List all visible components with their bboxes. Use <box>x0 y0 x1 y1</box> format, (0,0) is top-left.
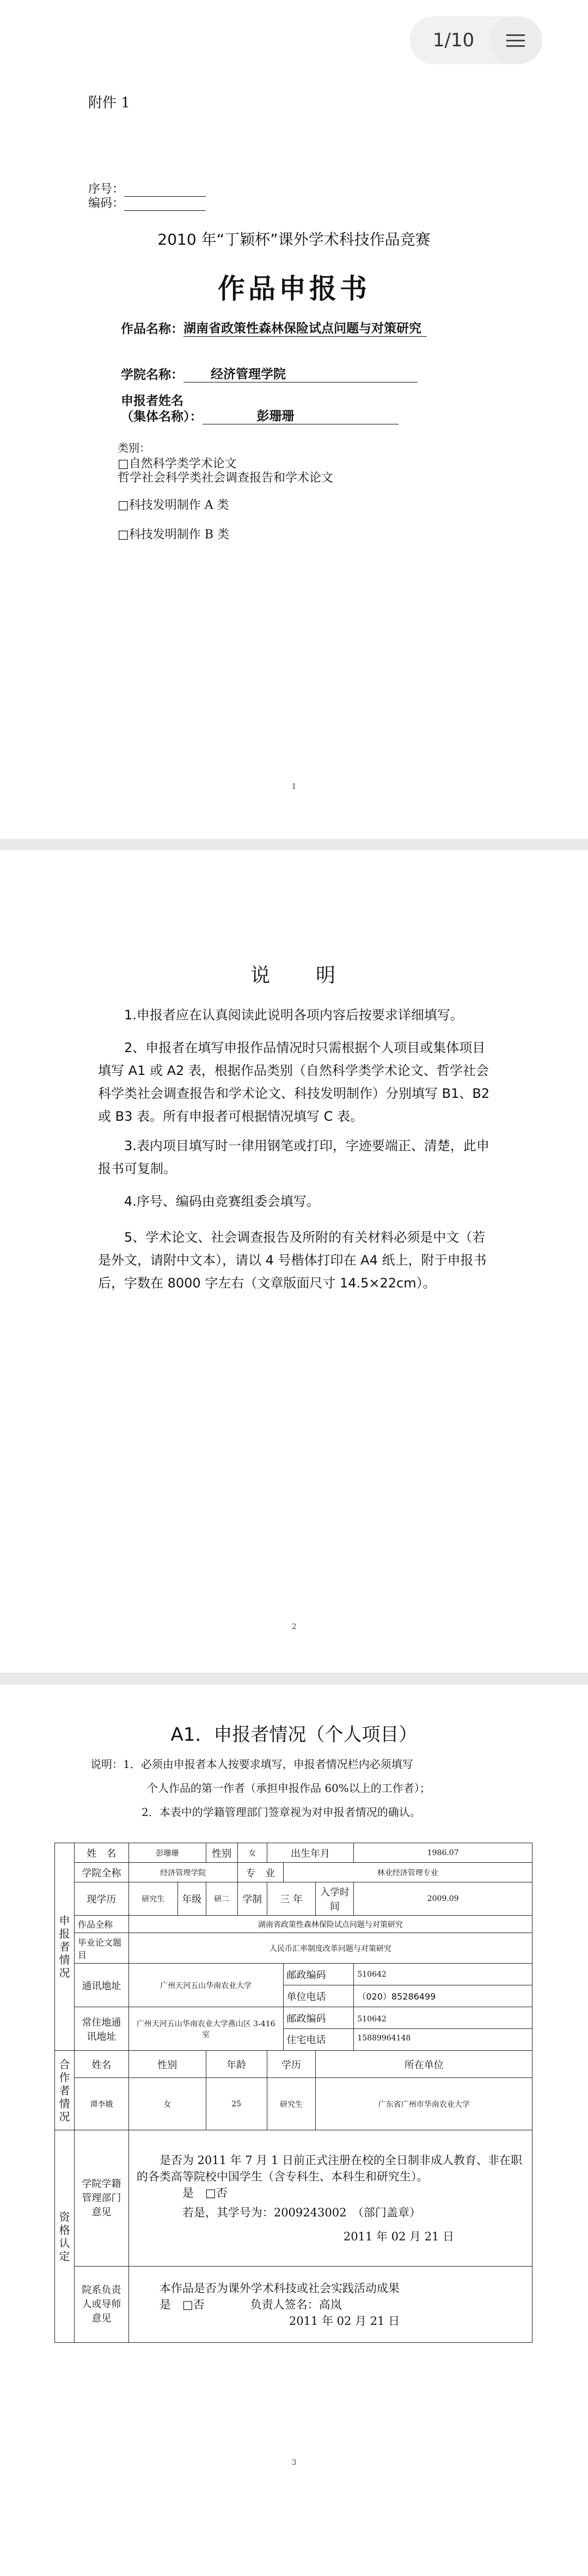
table-row <box>55 2051 532 2078</box>
applicant-label-2: （集体名称）： <box>121 409 203 424</box>
cell-value-stack <box>354 2007 532 2051</box>
cell-thesis: 人民币汇率制度改革问题与对策研究 <box>128 1933 532 1964</box>
cell-label: 住宅电话 <box>286 2034 326 2046</box>
co-header: 性别 <box>128 2051 206 2078</box>
co-cell: 研究生 <box>267 2078 316 2130</box>
cell-label: 毕业论文题目 <box>74 1933 128 1964</box>
cell-label: 单位电话 <box>283 1985 354 2007</box>
cell-label: 性别 <box>206 1843 237 1863</box>
co-header: 学历 <box>267 2051 316 2078</box>
table-row <box>55 2007 532 2051</box>
school-field <box>121 364 418 382</box>
page-number: 2 <box>291 1623 297 1631</box>
contest-title: 2010 年“丁颖杯”课外学术科技作品竞赛 <box>157 230 431 248</box>
cell-degree: 研究生 <box>128 1882 177 1916</box>
instructions-heading: 说 明 <box>250 964 338 987</box>
school-label: 学院名称： <box>121 367 183 382</box>
cell-label-stack <box>283 2007 354 2051</box>
cell-label: 现学历 <box>74 1882 128 1916</box>
table-row <box>55 1843 532 1863</box>
co-header: 年龄 <box>206 2051 267 2078</box>
instruction-paragraph: 1.申报者应在认真阅读此说明各项内容后按要求详细填写。 <box>124 1007 463 1023</box>
cell-label: 学院全称 <box>74 1863 128 1882</box>
cell-address: 广州天河五山华南农业大学 <box>128 1964 283 2007</box>
cell-label: 学院学籍管理部门意见 <box>74 2130 128 2267</box>
instruction-paragraph: 3.表内项目填写时一律用钢笔或打印，字迹要端正、清楚，此申报书可复制。 <box>98 1138 489 1176</box>
cell-enroll: 2009.09 <box>354 1882 532 1916</box>
applicant-field <box>121 393 399 424</box>
cell-office-phone: （020）85286499 <box>354 1985 532 2007</box>
registrar-id: 若是，其学号为：2009243002 （部门盖章） <box>182 2206 421 2219</box>
a1-heading: A1．申报者情况（个人项目） <box>170 1724 418 1746</box>
cell-home-address: 广州天河五山华南农业大学燕山区 3-416 室 <box>128 2007 283 2051</box>
table-row <box>55 2130 532 2267</box>
work-name-label: 作品名称： <box>121 321 183 336</box>
cell-label: 作品全称 <box>74 1916 128 1933</box>
page-number: 3 <box>291 2458 297 2467</box>
cell-postcode2: 510642 <box>354 2010 532 2029</box>
category-item: □自然科学类学术论文 <box>118 457 237 471</box>
co-header: 所在单位 <box>316 2051 532 2078</box>
cell-duration: 三 年 <box>267 1882 316 1916</box>
instruction-paragraph: 4.序号、编码由竞赛组委会填写。 <box>124 1194 320 1209</box>
code-label: 编码： <box>88 197 125 210</box>
cell-label: 常住地通讯地址 <box>74 2007 128 2051</box>
table-row <box>55 1933 532 1964</box>
cell-postcode: 510642 <box>354 1964 532 1985</box>
co-cell: 25 <box>206 2078 267 2130</box>
page-2 <box>0 850 588 1673</box>
dept-text: 本作品是否为课外学术科技或社会实践活动成果 <box>159 2281 400 2295</box>
co-cell: 谭李娥 <box>74 2078 128 2130</box>
instruction-paragraph: 2、申报者在填写申报作品情况时只需根据个人项目或集体项目填写 A1 或 A2 表，根据作品类别（自然科学类学术论文、哲学社会科学类社会调查报告和学术论文、科技发明制作）分别填写 B1、B2 或 B3 表。所有申报者可根据情况填写 C 表。 <box>98 1040 490 1124</box>
page-3 <box>0 1685 588 2576</box>
page-counter-text: 1/10 <box>432 29 475 51</box>
table-row <box>55 2078 532 2130</box>
section-applicant-label: 申报者情况 <box>55 1843 75 2051</box>
cell-major: 林业经济管理专业 <box>283 1863 532 1882</box>
school-value: 经济管理学院 <box>183 364 418 382</box>
table-row <box>55 1964 532 1985</box>
work-name-field <box>121 318 427 337</box>
section-qualify-label: 资格认定 <box>55 2130 75 2343</box>
registrar-text: 是否为 2011 年 7 月 1 日前正式注册在校的全日制非成人教育、非在职的各类高等院校中国学生（含专科生、本科生和研究生）。 <box>136 2153 523 2183</box>
cell-label: 专 业 <box>237 1863 283 1882</box>
page-1 <box>0 0 588 839</box>
cell-name: 彭珊珊 <box>128 1843 206 1863</box>
cell-grade: 研二 <box>206 1882 237 1916</box>
cell-label: 邮政编码 <box>284 2008 354 2029</box>
cell-birth: 1986.07 <box>354 1843 532 1863</box>
cell-home-phone: 15889964148 <box>357 2034 411 2043</box>
page-number: 1 <box>291 782 297 791</box>
a1-note: 个人作品的第一作者（承担申报作品 60%以上的工作者）； <box>147 1782 431 1795</box>
table-row <box>55 2267 532 2343</box>
registrar-opinion <box>128 2130 532 2267</box>
menu-icon[interactable] <box>489 16 542 64</box>
cell-label: 邮政编码 <box>283 1964 354 1985</box>
cell-label: 出生年月 <box>267 1843 354 1863</box>
cell-label: 姓 名 <box>74 1843 128 1863</box>
section-coauthor-label: 合作者情况 <box>55 2051 75 2130</box>
category-label: 类别： <box>118 441 150 454</box>
cell-school: 经济管理学院 <box>128 1863 237 1882</box>
code-field <box>88 194 206 211</box>
registrar-yes: 是 □否 <box>182 2186 228 2200</box>
applicant-table <box>54 1843 532 2343</box>
table-row <box>55 1863 532 1882</box>
cell-label: 通讯地址 <box>74 1964 128 2007</box>
dept-date: 2011 年 02 月 21 日 <box>289 2314 400 2328</box>
co-cell: 广东省广州市华南农业大学 <box>316 2078 532 2130</box>
a1-note: 2．本表中的学籍管理部门签章视为对申报者情况的确认。 <box>142 1806 421 1819</box>
dept-opinion <box>128 2267 532 2343</box>
work-name-value: 湖南省政策性森林保险试点问题与对策研究 <box>183 318 427 337</box>
dept-yes: 是 □否 负责人签名：高岚 <box>159 2298 342 2311</box>
page-counter[interactable] <box>409 16 542 64</box>
applicant-value: 彭珊珊 <box>203 409 399 424</box>
registrar-date: 2011 年 02 月 21 日 <box>343 2229 455 2243</box>
co-header: 姓名 <box>74 2051 128 2078</box>
co-cell: 女 <box>128 2078 206 2130</box>
applicant-label-1: 申报者姓名 <box>121 393 183 408</box>
table-row <box>55 1916 532 1933</box>
cell-label: 年级 <box>177 1882 206 1916</box>
cell-label: 入学时间 <box>316 1882 354 1916</box>
cell-label: 学制 <box>237 1882 267 1916</box>
category-item: 哲学社会科学类社会调查报告和学术论文 <box>118 471 334 485</box>
attachment-label: 附件 1 <box>88 95 130 111</box>
cell-label: 院系负责人或导师意见 <box>74 2267 128 2343</box>
serial-label: 序号： <box>88 183 125 196</box>
category-item: □科技发明制作 A 类 <box>118 499 229 512</box>
instruction-paragraph: 5、学术论文、社会调查报告及所附的有关材料必须是中文（若是外文，请附中文本），请以 4 号楷体打印在 A4 纸上，附于申报书后，字数在 8000 字左右（文章版面尺寸 14.5×22cm）。 <box>98 1230 487 1291</box>
category-item: □科技发明制作 B 类 <box>118 528 229 542</box>
table-row <box>55 1882 532 1916</box>
doc-title: 作品申报书 <box>218 272 370 305</box>
cell-work: 湖南省政策性森林保险试点问题与对策研究 <box>128 1916 532 1933</box>
a1-note: 说明：1．必须由申报者本人按要求填写，申报者情况栏内必须填写 <box>90 1758 413 1771</box>
cell-gender: 女 <box>237 1843 267 1863</box>
